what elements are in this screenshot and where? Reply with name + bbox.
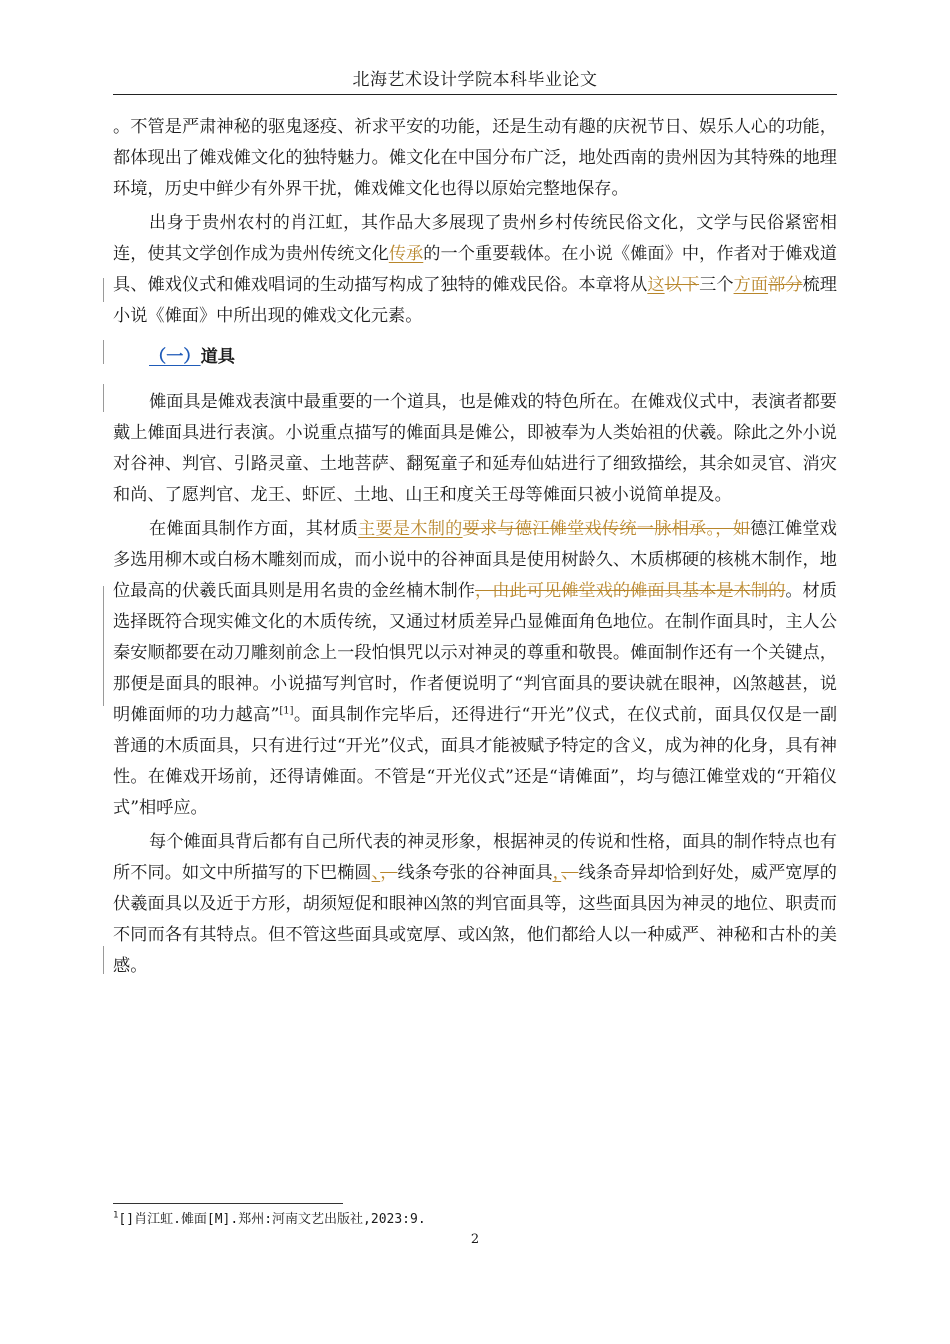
paragraph bbox=[113, 208, 837, 332]
footnote bbox=[113, 1211, 837, 1229]
tracked-deletion[interactable]: 要求与德江傩堂戏传统一脉相承。，如 bbox=[462, 519, 751, 539]
paragraph-text: 梳理小说《傩面》中所出现的傩戏文化元素。 bbox=[113, 275, 837, 326]
paragraph-text: 的一个重要载体。在小说《傩面》中，作者对于傩戏道具、傩戏仪式和傩戏唱词的生动描写构成了独特的傩戏民俗。本章将从 bbox=[113, 244, 837, 295]
tracked-insertion[interactable]: 主要是木制的 bbox=[358, 519, 463, 539]
tracked-deletion[interactable]: 、 bbox=[561, 863, 579, 883]
tracked-insertion[interactable]: 、 bbox=[371, 863, 381, 883]
paragraph: 傩面具是傩戏表演中最重要的一个道具，也是傩戏的特色所在。在傩戏仪式中，表演者都要戴上傩面具进行表演。小说重点描写的傩面具是傩公，即被奉为人类始祖的伏羲。除此之外小说对谷神、判官、引路灵童、土地菩萨、翻冤童子和延寿仙姑进行了细致描绘，其余如灵官、消灾和尚、了愿判官、龙王、虾匠、土地、山王和度关王母等傩面只被小说简单提及。 bbox=[113, 392, 837, 505]
tracked-deletion[interactable]: ， bbox=[380, 863, 398, 883]
paragraph bbox=[113, 827, 837, 982]
page-header-title: 北海艺术设计学院本科毕业论文 bbox=[352, 70, 598, 90]
paragraph-text: 。面具制作完毕后，还得进行“开光”仪式，在仪式前，面具仅仅是一副普通的木质面具，只有进行过“开光”仪式，面具才能被赋予特定的含义，成为神的化身，具有神性。在傩戏开场前，还得请傩面。不管是“开光仪式”还是“请傩面”，均与德江傩堂戏的“开箱仪式”相呼应。 bbox=[113, 705, 838, 818]
tracked-deletion[interactable]: 部分 bbox=[768, 275, 803, 295]
footnote-mark: 1 bbox=[113, 1210, 119, 1221]
footnote-divider bbox=[113, 1203, 343, 1204]
tracked-deletion[interactable]: 以下 bbox=[664, 275, 700, 295]
tracked-deletion[interactable]: ，由此可见傩堂戏的傩面具基本是木制的 bbox=[475, 581, 786, 601]
footnote-text: []肖江虹.傩面[M].郑州:河南文艺出版社,2023:9. bbox=[118, 1212, 426, 1227]
section-heading bbox=[113, 342, 837, 373]
paragraph bbox=[113, 514, 837, 824]
paragraph: 。不管是严肃神秘的驱鬼逐疫、祈求平安的功能，还是生动有趣的庆祝节日、娱乐人心的功能，都体现出了傩戏傩文化的独特魅力。傩文化在中国分布广泛，地处西南的贵州因为其特殊的地理环境，历史中鲜少有外界干扰，傩戏傩文化也得以原始完整地保存。 bbox=[113, 117, 837, 199]
paragraph-text: 线条奇异却恰到好处，威严宽厚的伏羲面具以及近于方形，胡须短促和眼神凶煞的判官面具等，这些面具因为神灵的地位、职责而不同而各有其特点。但不管这些面具或宽厚、或凶煞，他们都给人以一种威严、神秘和古朴的美感。 bbox=[113, 863, 837, 976]
change-bar bbox=[103, 384, 104, 412]
change-bar bbox=[103, 340, 104, 364]
tracked-insertion[interactable]: 这 bbox=[647, 275, 665, 295]
document-body bbox=[113, 112, 837, 985]
section-heading-text: 道具 bbox=[200, 347, 235, 367]
footnote-reference[interactable]: [1] bbox=[279, 705, 294, 717]
header-divider bbox=[113, 94, 837, 95]
paragraph-text: 在傩面具制作方面，其材质 bbox=[149, 519, 359, 539]
paragraph-text: 三个 bbox=[699, 275, 734, 295]
tracked-insertion[interactable]: 方面 bbox=[733, 275, 769, 295]
change-bar bbox=[103, 946, 104, 974]
paragraph-text: 出身于贵州农村的肖江虹，其作品大多展现了贵州乡村传统民俗文化，文学与民俗紧密相连，使其文学创作成为贵州传统文化 bbox=[113, 213, 837, 264]
page-number: 2 bbox=[470, 1232, 480, 1247]
tracked-insertion[interactable]: 传承 bbox=[388, 244, 424, 264]
paragraph-text: 每个傩面具背后都有自己所代表的神灵形象，根据神灵的传说和性格，面具的制作特点也有所不同。如文中所描写的下巴椭圆 bbox=[113, 832, 837, 883]
paragraph-text: 。材质选择既符合现实傩文化的木质传统，又通过材质差异凸显傩面角色地位。在制作面具时，主人公秦安顺都要在动刀雕刻前念上一段怕惧咒以示对神灵的尊重和敬畏。傩面制作还有一个关键点，那便是面具的眼神。小说描写判官时，作者便说明了“判官面具的要诀就在眼神，凶煞越甚，说明傩面师的功力越高” bbox=[113, 581, 837, 725]
paragraph-text: 德江傩堂戏多选用柳木或白杨木雕刻而成，而小说中的谷神面具是使用树龄久、木质梆硬的核桃木制作，地位最高的伏羲氏面具则是用名贵的金丝楠木制作 bbox=[113, 519, 837, 601]
section-number[interactable]: （一） bbox=[149, 347, 201, 367]
change-bar bbox=[103, 278, 104, 302]
tracked-insertion[interactable]: ， bbox=[552, 863, 562, 883]
paragraph-text: 线条夸张的谷神面具 bbox=[397, 863, 553, 883]
change-bar bbox=[103, 586, 104, 706]
